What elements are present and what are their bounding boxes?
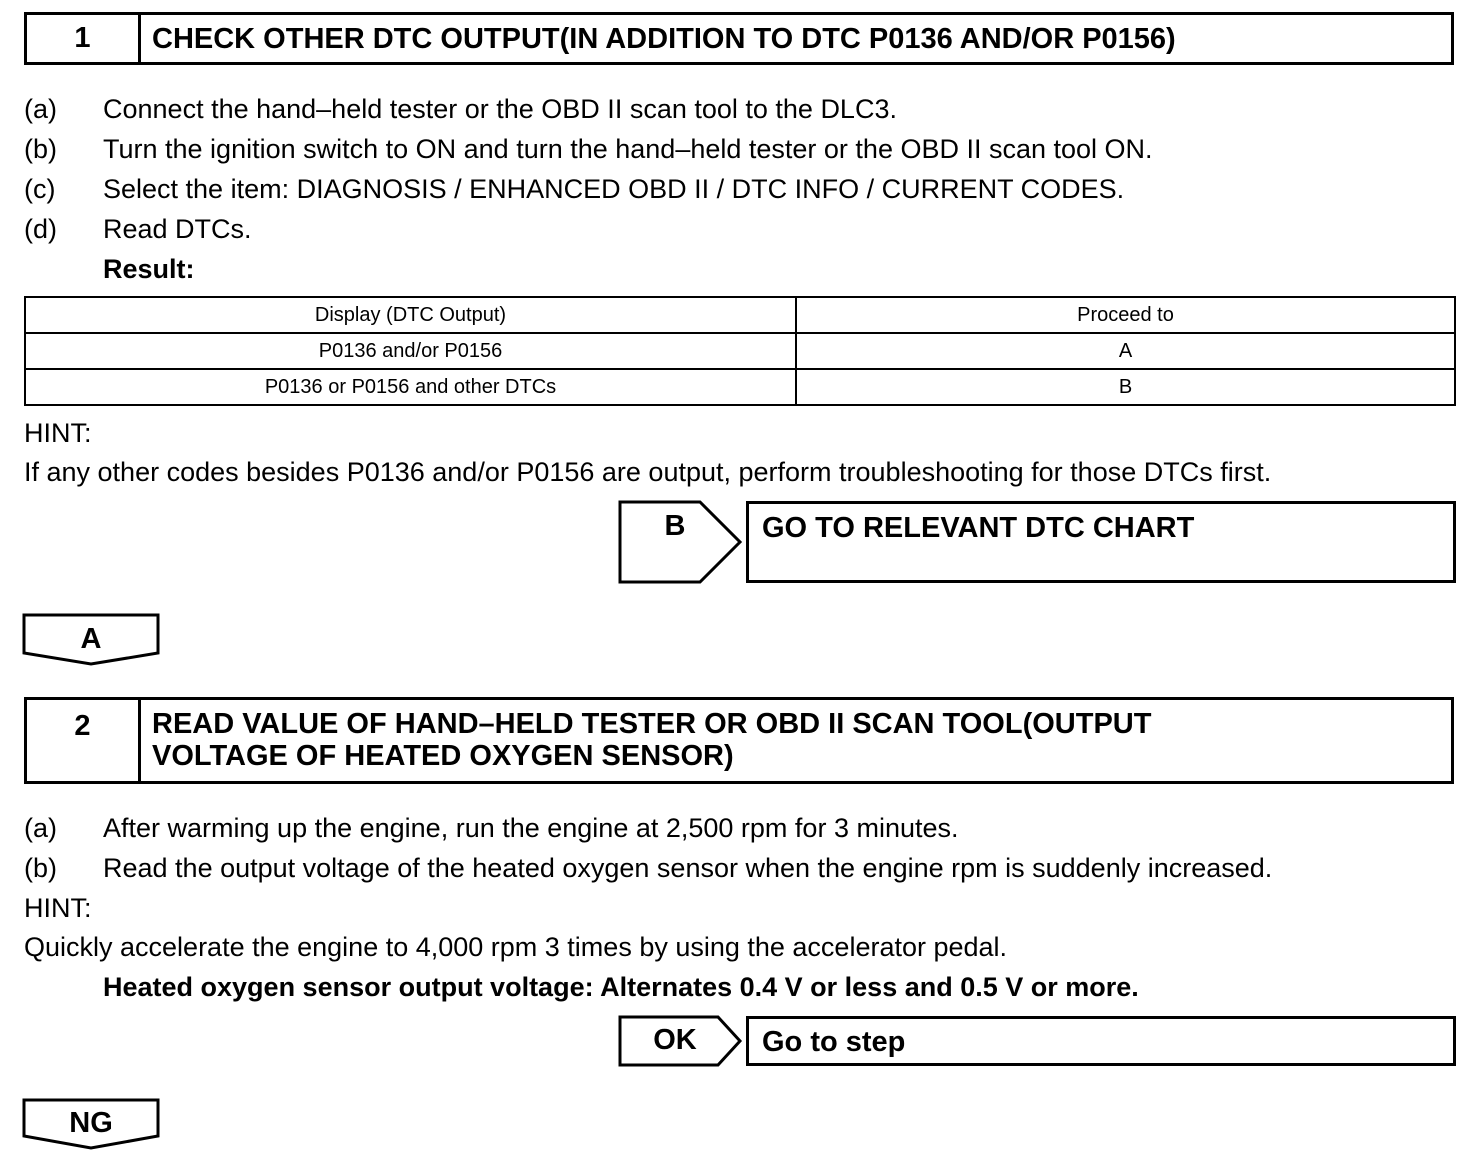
step-2-hint-text: Quickly accelerate the engine to 4,000 rpm 3 times by using the accelerator pedal.: [24, 932, 1008, 962]
step-1-instruction-d: [0, 214, 1472, 244]
table-cell: P0136 and/or P0156: [25, 333, 796, 369]
column-header-proceed: Proceed to: [796, 297, 1455, 333]
branch-b-result-box: [746, 501, 1456, 583]
step-1-hint-text: If any other codes besides P0136 and/or P0156 are output, perform troubleshooting for those DTCs first.: [24, 457, 1272, 487]
instruction-text: Select the item: DIAGNOSIS / ENHANCED OBD II / DTC INFO / CURRENT CODES.: [103, 174, 1125, 204]
step-2-instruction-b: [0, 853, 1472, 883]
step-1-instruction-b: [0, 134, 1472, 164]
branch-ng-label: NG: [69, 1107, 113, 1139]
instruction-label: (a): [24, 813, 57, 843]
branch-b-label: B: [664, 510, 686, 542]
instruction-label: (b): [24, 853, 57, 883]
instruction-label: (b): [24, 134, 57, 164]
step-2-header: [24, 697, 1454, 784]
instruction-text: After warming up the engine, run the engine at 2,500 rpm for 3 minutes.: [103, 813, 959, 843]
step-1-instruction-a: [0, 94, 1472, 124]
step-2-instruction-a: [0, 813, 1472, 843]
instruction-text: Connect the hand–held tester or the OBD II scan tool to the DLC3.: [103, 94, 897, 124]
branch-b-action: GO TO RELEVANT DTC CHART: [762, 512, 1195, 544]
instruction-label: (d): [24, 214, 57, 244]
step-1-instruction-c: [0, 174, 1472, 204]
result-table: [24, 296, 1456, 406]
branch-a-label: A: [80, 623, 102, 655]
step-1-number: 1: [27, 15, 141, 62]
table-row: [25, 369, 1455, 405]
step-2-hint-label: HINT:: [24, 893, 92, 923]
step-2-number: 2: [27, 700, 141, 781]
branch-ok-action: Go to step: [762, 1026, 906, 1058]
instruction-text: Read the output voltage of the heated oxygen sensor when the engine rpm is suddenly increased.: [103, 853, 1273, 883]
branch-ok-result-box: [746, 1016, 1456, 1066]
table-header-row: [25, 297, 1455, 333]
result-label: Result:: [103, 254, 195, 284]
step-2-spec: Heated oxygen sensor output voltage: Alternates 0.4 V or less and 0.5 V or more.: [103, 972, 1139, 1002]
table-row: [25, 333, 1455, 369]
instruction-text: Turn the ignition switch to ON and turn the hand–held tester or the OBD II scan tool ON.: [103, 134, 1153, 164]
column-header-display: Display (DTC Output): [25, 297, 796, 333]
step-2-title: READ VALUE OF HAND–HELD TESTER OR OBD II SCAN TOOL(OUTPUT VOLTAGE OF HEATED OXYGEN SENSOR): [152, 708, 1152, 772]
table-cell: B: [796, 369, 1455, 405]
table-cell: P0136 or P0156 and other DTCs: [25, 369, 796, 405]
branch-ok-label: OK: [653, 1024, 697, 1056]
step-1-header: [24, 12, 1454, 65]
step-1-title: CHECK OTHER DTC OUTPUT(IN ADDITION TO DTC P0136 AND/OR P0156): [152, 23, 1176, 55]
instruction-label: (c): [24, 174, 56, 204]
instruction-text: Read DTCs.: [103, 214, 252, 244]
step-1-hint-label: HINT:: [24, 418, 92, 448]
instruction-label: (a): [24, 94, 57, 124]
table-cell: A: [796, 333, 1455, 369]
